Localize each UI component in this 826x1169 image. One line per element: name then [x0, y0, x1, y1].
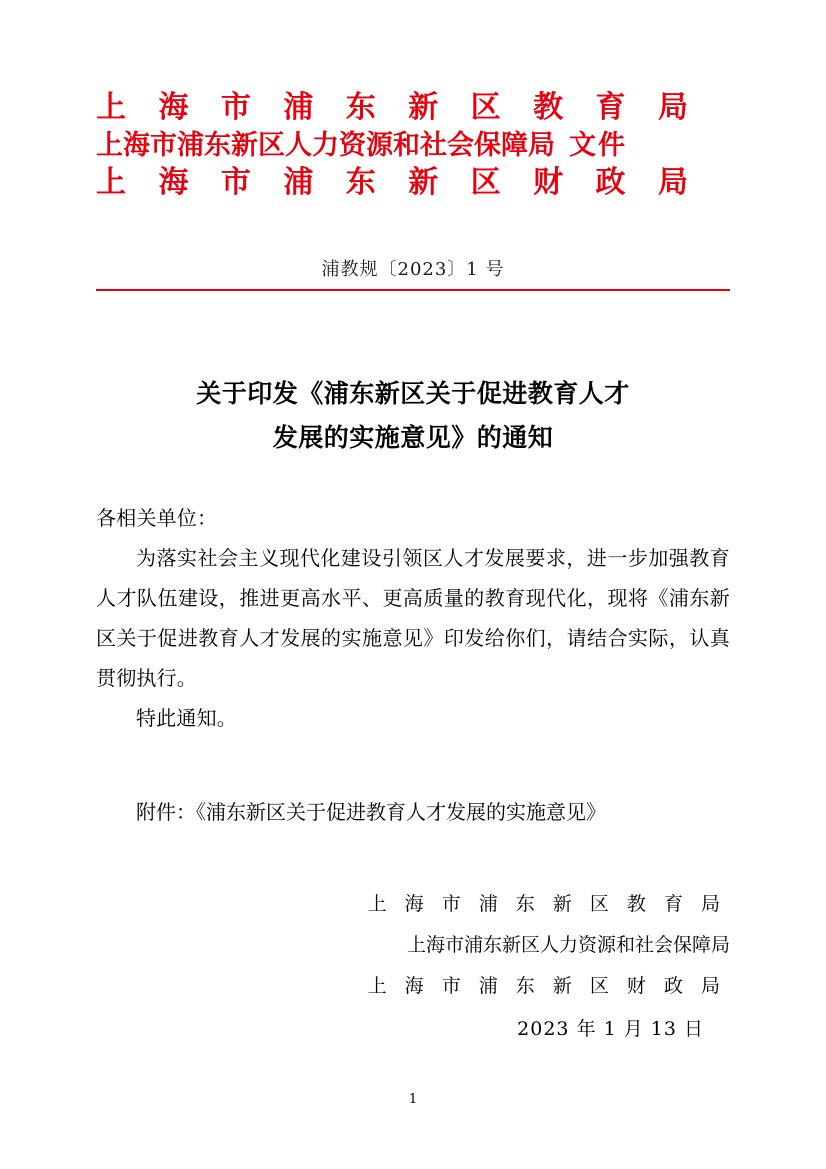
letterhead-line-education-bureau: 上 海 市 浦 东 新 区 教 育 局 [96, 90, 699, 125]
page-title [110, 372, 716, 460]
signature-block [310, 884, 730, 1049]
red-divider-rule [96, 289, 730, 291]
letterhead-line-finance-bureau: 上 海 市 浦 东 新 区 财 政 局 [96, 165, 699, 201]
letterhead-wenjian-label: 文件 [569, 129, 627, 161]
page-number: 1 [408, 1092, 418, 1107]
body-paragraph-2: 特此通知。 [136, 706, 237, 730]
letterhead-line-hr-bureau [96, 128, 730, 164]
letterhead-line-hr-bureau-text: 上海市浦东新区人力资源和社会保障局 [96, 129, 555, 161]
document-number: 浦教规〔2023〕1 号 [321, 259, 505, 280]
body-paragraph-1: 为落实社会主义现代化建设引领区人才发展要求，进一步加强教育人才队伍建设，推进更高水平、更高质量的教育现代化，现将《浦东新区关于促进教育人才发展的实施意见》印发给你们，请结合实际，认真贯彻执行。 [96, 546, 730, 690]
attachment-line: 附件：《浦东新区关于促进教育人才发展的实施意见》 [136, 800, 606, 824]
signature-date: 2023 年 1 月 13 日 [517, 1017, 704, 1040]
page-title-line-2: 发展的实施意见》的通知 [272, 422, 554, 452]
salutation: 各相关单位： [96, 506, 218, 530]
signature-org-finance-bureau: 上 海 市 浦 东 新 区 财 政 局 [367, 974, 726, 997]
signature-org-education-bureau: 上 海 市 浦 东 新 区 教 育 局 [367, 893, 726, 915]
signature-org-hr-bureau: 上海市浦东新区人力资源和社会保障局 [406, 933, 730, 956]
document-number-row [96, 255, 730, 281]
page-title-line-1: 关于印发《浦东新区关于促进教育人才 [196, 379, 630, 408]
letterhead [0, 88, 826, 203]
document-body [96, 498, 730, 738]
